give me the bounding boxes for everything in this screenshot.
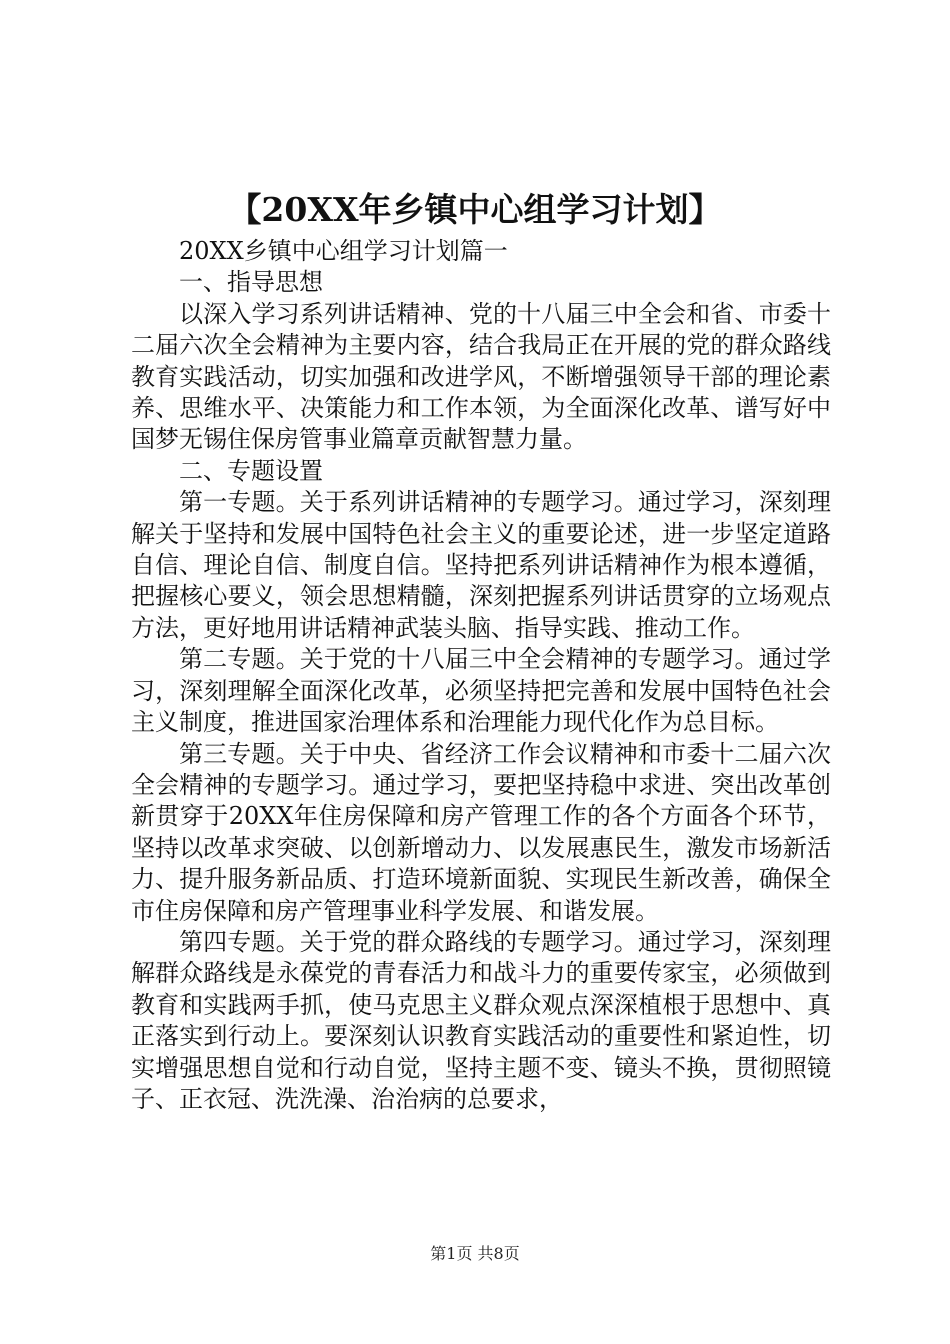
subtitle-paragraph: 20XX乡镇中心组学习计划篇一 <box>179 237 508 265</box>
page-number-footer: 第1页 共8页 <box>430 1244 520 1263</box>
body-paragraph: 第一专题。关于系列讲话精神的专题学习。通过学习，深刻理解关于坚持和发展中国特色社会主义的重要论述，进一步坚定道路自信、理论自信、制度自信。坚持把系列讲话精神作为根本遵循，把握核心要义，领会思想精髓，深刻把握系列讲话贯穿的立场观点方法，更好地用讲话精神武装头脑、指导实践、推动工作。 <box>131 488 831 642</box>
body-paragraph: 以深入学习系列讲话精神、党的十八届三中全会和省、市委十二届六次全会精神为主要内容，结合我局正在开展的党的群众路线教育实践活动，切实加强和改进学风，不断增强领导干部的理论素养、思维水平、决策能力和工作本领，为全面深化改革、谱写好中国梦无锡住保房管事业篇章贡献智慧力量。 <box>131 299 831 454</box>
body-paragraph: 第二专题。关于党的十八届三中全会精神的专题学习。通过学习，深刻理解全面深化改革，必须坚持把完善和发展中国特色社会主义制度，推进国家治理体系和治理能力现代化作为总目标。 <box>131 645 831 737</box>
document-body <box>131 236 831 1115</box>
body-paragraph: 第三专题。关于中央、省经济工作会议精神和市委十二届六次全会精神的专题学习。通过学习，要把坚持稳中求进、突出改革创新贯穿于20XX年住房保障和房产管理工作的各个方面各个环节，坚持以改革求突破、以创新增动力、以发展惠民生，激发市场新活力、提升服务新品质、打造环境新面貌、实现民生新改善，确保全市住房保障和房产管理事业科学发展、和谐发展。 <box>131 739 831 925</box>
document-title: 【20XX年乡镇中心组学习计划】 <box>228 190 722 229</box>
section-heading-topic-setup: 二、专题设置 <box>179 456 323 485</box>
section-heading-guiding-ideology: 一、指导思想 <box>179 268 323 297</box>
body-paragraph: 第四专题。关于党的群众路线的专题学习。通过学习，深刻理解群众路线是永葆党的青春活力和战斗力的重要传家宝，必须做到教育和实践两手抓，使马克思主义群众观点深深植根于思想中、真正落实到行动上。要深刻认识教育实践活动的重要性和紧迫性，切实增强思想自觉和行动自觉，坚持主题不变、镜头不换，贯彻照镜子、正衣冠、洗洗澡、治治病的总要求， <box>131 927 831 1113</box>
